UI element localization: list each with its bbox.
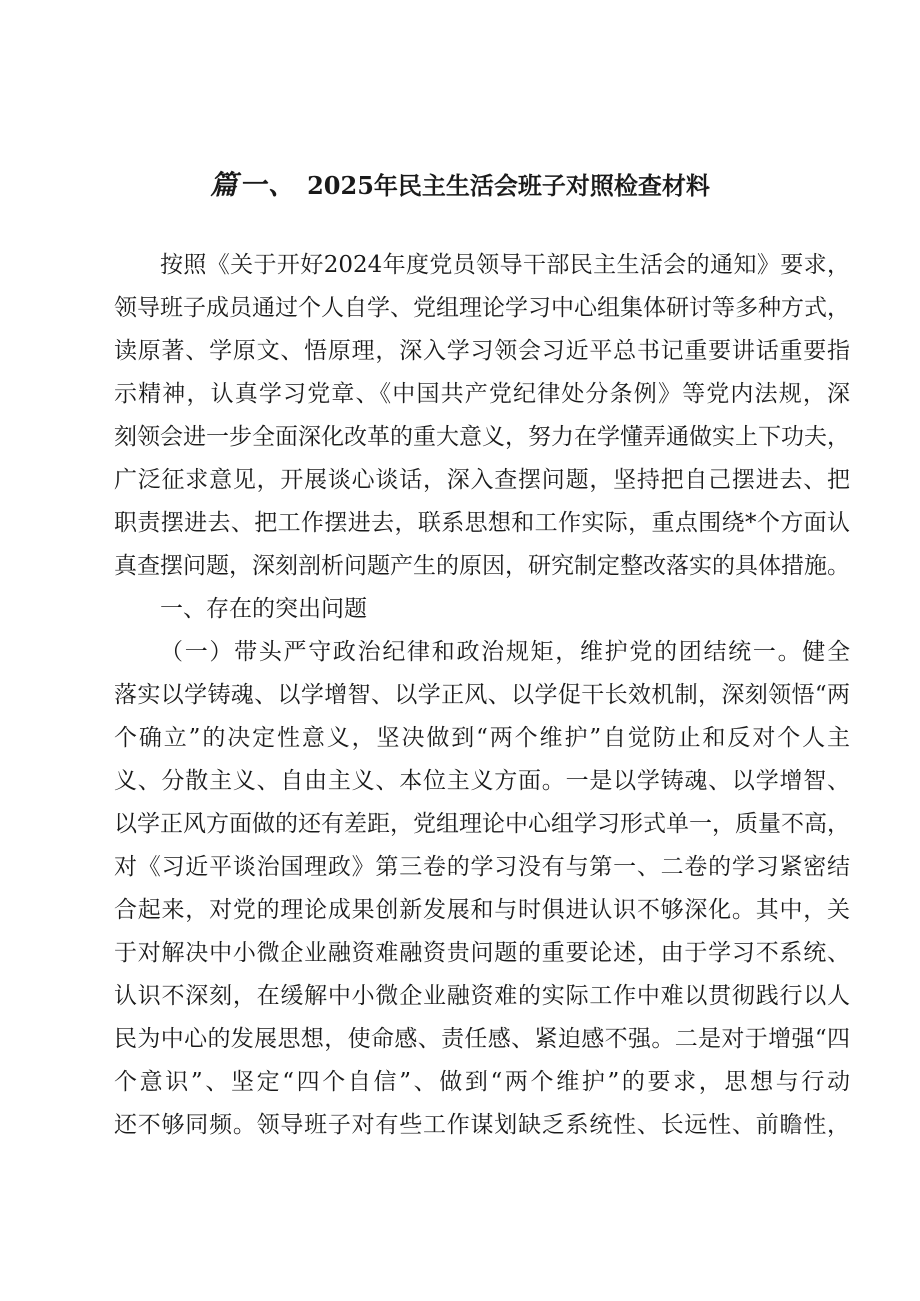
section-heading: 一、存在的突出问题	[160, 596, 367, 622]
intro-line: 职责摆进去、把工作摆进去，联系思想和工作实际，重点围绕*个方面认	[114, 510, 850, 536]
section-line: 认识不深刻，在缓解中小微企业融资难的实际工作中难以贯彻践行以人	[114, 983, 850, 1009]
intro-line: 按照《关于开好2024年度党员领导干部民主生活会的通知》要求，	[160, 252, 850, 278]
section-line: 合起来，对党的理论成果创新发展和与时俱进认识不够深化。其中，关	[114, 897, 850, 923]
section-line: 对《习近平谈治国理政》第三卷的学习没有与第一、二卷的学习紧密结	[114, 854, 850, 880]
intro-line: 真查摆问题，深刻剖析问题产生的原因，研究制定整改落实的具体措施。	[114, 553, 850, 579]
section-line: 个确立”的决定性意义，坚决做到“两个维护”自觉防止和反对个人主	[114, 725, 850, 751]
document-body	[114, 244, 850, 1147]
intro-line: 示精神，认真学习党章、《中国共产党纪律处分条例》等党内法规，深	[114, 381, 850, 407]
title-prefix: 篇一、	[210, 170, 298, 201]
section-line: 义、分散主义、自由主义、本位主义方面。一是以学铸魂、以学增智、	[114, 768, 850, 794]
section-line: 民为中心的发展思想，使命感、责任感、紧迫感不强。二是对于增强“四	[114, 1026, 850, 1052]
intro-line: 读原著、学原文、悟原理，深入学习领会习近平总书记重要讲话重要指	[114, 338, 850, 364]
intro-line: 广泛征求意见，开展谈心谈话，深入查摆问题，坚持把自己摆进去、把	[114, 467, 850, 493]
section-line: （一）带头严守政治纪律和政治规矩，维护党的团结统一。健全	[160, 639, 850, 665]
section-line: 于对解决中小微企业融资难融资贵问题的重要论述，由于学习不系统、	[114, 940, 850, 966]
section-line: 落实以学铸魂、以学增智、以学正风、以学促干长效机制，深刻领悟“两	[114, 682, 850, 708]
document-title	[0, 166, 920, 206]
intro-line: 领导班子成员通过个人自学、党组理论学习中心组集体研讨等多种方式，	[114, 295, 850, 321]
section-line: 以学正风方面做的还有差距，党组理论中心组学习形式单一，质量不高，	[114, 811, 850, 837]
section-line: 还不够同频。领导班子对有些工作谋划缺乏系统性、长远性、前瞻性，	[114, 1112, 850, 1138]
section-line: 个意识”、坚定“四个自信”、做到“两个维护”的要求，思想与行动	[114, 1069, 850, 1095]
intro-line: 刻领会进一步全面深化改革的重大意义，努力在学懂弄通做实上下功夫，	[114, 424, 850, 450]
title-main: 2025年民主生活会班子对照检查材料	[307, 171, 710, 200]
